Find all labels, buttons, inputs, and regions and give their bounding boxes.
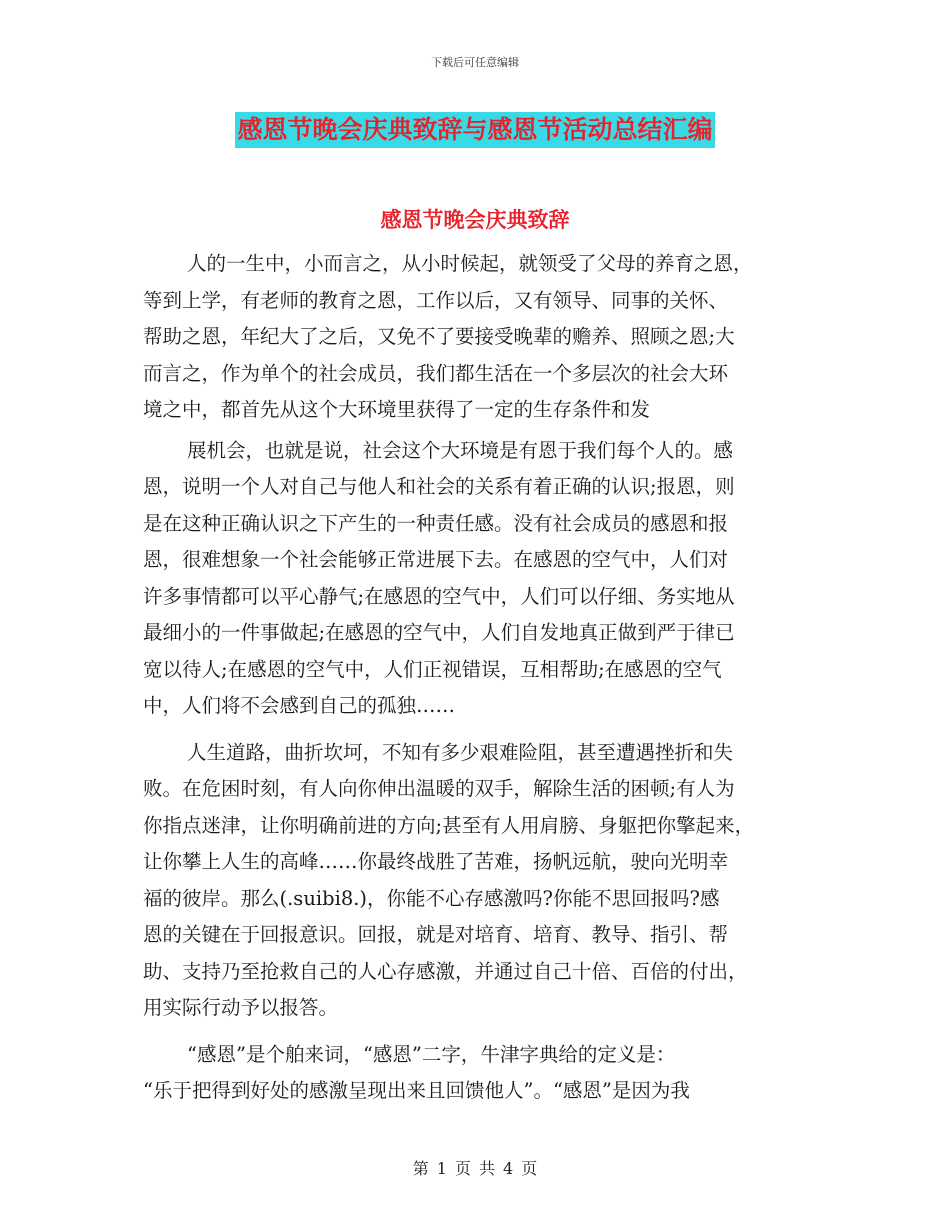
paragraph-3-line-7: 助、支持乃至抢救自己的人心存感激，并通过自己十倍、百倍的付出， xyxy=(143,959,748,983)
paragraph-1-line-1: 人的一生中，小而言之，从小时候起，就领受了父母的养育之恩， xyxy=(187,252,753,275)
paragraph-gap xyxy=(143,1027,815,1037)
paragraph-2-line-3: 是在这种正确认识之下产生的一种责任感。没有社会成员的感恩和报 xyxy=(143,511,729,535)
section-title: 感恩节晚会庆典致辞 xyxy=(380,207,570,232)
footer-prefix: 第 xyxy=(412,1159,429,1178)
page-header-note: 下载后可任意编辑 xyxy=(431,56,519,69)
footer-total-word: 共 xyxy=(479,1159,496,1178)
paragraph-3-line-1: 人生道路，曲折坎坷，不知有多少艰难险阻，甚至遭遇挫折和失 xyxy=(187,740,734,764)
paragraph-3-line-2: 败。在危困时刻，有人向你伸出温暖的双手，解除生活的困顿;有人为 xyxy=(143,777,735,800)
paragraph-1-line-3: 帮助之恩，年纪大了之后，又免不了要接受晚辈的赡养、照顾之恩;大 xyxy=(143,325,735,348)
paragraph-2-line-6: 最细小的一件事做起;在感恩的空气中，人们自发地真正做到严于律已 xyxy=(143,621,735,644)
paragraph-4-line-2: “乐于把得到好处的感激呈现出来且回馈他人”。“感恩”是因为我 xyxy=(143,1079,690,1102)
paragraph-1-line-5: 境之中，都首先从这个大环境里获得了一定的生存条件和发 xyxy=(143,398,651,421)
paragraph-3-line-3: 你指点迷津，让你明确前进的方向;甚至有人用肩膀、身躯把你擎起来， xyxy=(143,813,755,837)
footer-page-word: 页 xyxy=(454,1159,471,1178)
document-title-container xyxy=(0,112,950,148)
paragraph-4-line-1: “感恩”是个舶来词，“感恩”二字，牛津字典给的定义是： xyxy=(187,1042,676,1066)
footer-suffix: 页 xyxy=(521,1159,538,1178)
paragraph-2-line-5: 许多事情都可以平心静气;在感恩的空气中，人们可以仔细、务实地从 xyxy=(143,584,735,608)
page-footer xyxy=(0,1156,950,1179)
paragraph-2-line-8: 中，人们将不会感到自己的孤独…… xyxy=(143,694,456,717)
paragraph-1-line-2: 等到上学，有老师的教育之恩，工作以后，又有领导、同事的关怀、 xyxy=(143,288,729,312)
paragraph-3-line-5: 福的彼岸。那么(.suibi8.)，你能不心存感激吗?你能不思回报吗?感 xyxy=(143,886,720,910)
paragraph-2-line-2: 恩，说明一个人对自己与他人和社会的关系有着正确的认识;报恩，则 xyxy=(143,475,735,498)
document-title: 感恩节晚会庆典致辞与感恩节活动总结汇编 xyxy=(235,112,714,148)
document-body xyxy=(143,246,815,1110)
paragraph-2-line-1: 展机会，也就是说，社会这个大环境是有恩于我们每个人的。感 xyxy=(187,438,734,462)
paragraph-gap xyxy=(143,725,815,735)
paragraph-3-line-8: 用实际行动予以报答。 xyxy=(143,996,339,1019)
paragraph-3-line-6: 恩的关键在于回报意识。回报，就是对培育、培育、教导、指引、帮 xyxy=(143,923,729,946)
paragraph-1-line-4: 而言之，作为单个的社会成员，我们都生活在一个多层次的社会大环 xyxy=(143,361,729,385)
paragraph-3-line-4: 让你攀上人生的高峰……你最终战胜了苦难，扬帆远航，驶向光明幸 xyxy=(143,850,729,873)
paragraph-2-line-7: 宽以待人;在感恩的空气中，人们正视错误，互相帮助;在感恩的空气 xyxy=(143,657,722,681)
paragraph-2-line-4: 恩，很难想象一个社会能够正常进展下去。在感恩的空气中，人们对 xyxy=(143,548,729,571)
footer-total-pages: 4 xyxy=(503,1159,514,1178)
footer-page-number: 1 xyxy=(436,1159,447,1178)
